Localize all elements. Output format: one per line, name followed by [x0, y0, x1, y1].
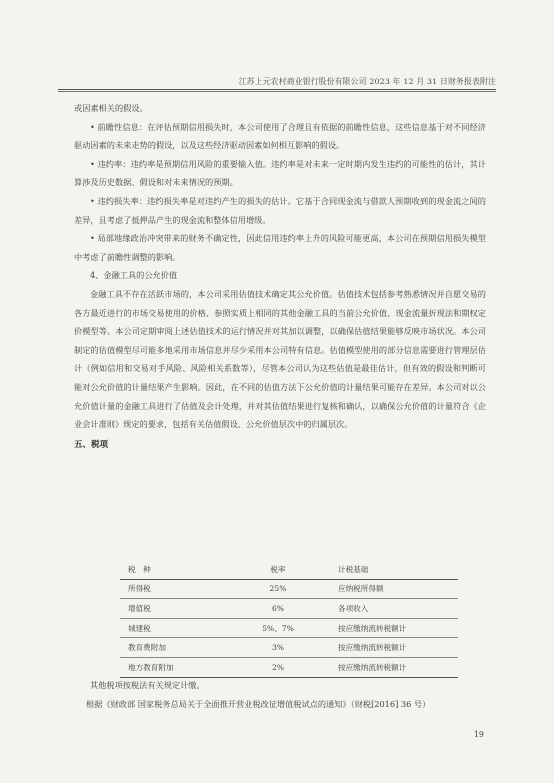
- paragraph: • 违约损失率：违约损失率是对违约产生的损失的估计。它基于合同现金流与借款人预期收到的现金流之间的差异，且考虑了抵押品产生的现金流和整体信用增级。: [74, 195, 486, 225]
- table-cell: 地方教育附加: [120, 657, 218, 677]
- table-row: [120, 618, 458, 638]
- paragraph: 金融工具不存在活跃市场的，本公司采用估值技术确定其公允价值。估值技术包括参考熟悉情况并自愿交易的各方最近进行的市场交易使用的价格、参照实质上相同的其他金融工具的当前公允价值、现金流量折现法和期权定价模型等。本公司定期审阅上述估值技术的运行情况并对其加以调整，以确保估值结果能够反映市场状况。本公司制定的估值模型尽可能多地采用市场信息并尽少采用本公司特有信息。估值模型使用的部分信息需要进行管理层估计（例如信用和交易对手风险、风险相关系数等），尽管本公司认为这些估值是最佳估计，但有效的假设和判断可能对公允价值的计量结果产生影响。因此，在不同的估值方法下公允价值的计量结果可能存在差异。本公司对以公允价值计量的金融工具进行了估值及会计处理，并对其估值结果进行复核和确认，以确保公允价值的计量符合《企业会计准则》规定的要求，包括有关估值假设、公允价值层次中的归属层次。: [74, 288, 486, 430]
- table-header-cell: 税率: [218, 560, 338, 579]
- running-header: 江苏上元农村商业银行股份有限公司 2023 年 12 月 31 日财务报表附注: [238, 77, 496, 86]
- after-table-text: [74, 676, 494, 695]
- table-cell: 教育费附加: [120, 638, 218, 658]
- table-cell: 25%: [218, 579, 338, 599]
- after-table-text: [86, 695, 506, 714]
- table-cell: 各项收入: [338, 599, 458, 619]
- table-cell: 按应缴纳流转税额计: [338, 638, 458, 658]
- section-heading: 五、税项: [74, 439, 109, 450]
- subsection-heading: 4、金融工具的公允价值: [90, 270, 178, 281]
- table-cell: 城建税: [120, 618, 218, 638]
- body-text: [74, 99, 486, 453]
- table-row: [120, 579, 458, 599]
- table-row: [120, 657, 458, 677]
- paragraph: • 前瞻性信息：在评估预期信用损失时，本公司使用了合理且有依据的前瞻性信息，这些信息基于对不同经济驱动因素的未来走势的假设，以及这些经济驱动因素如何相互影响的假设。: [74, 121, 486, 151]
- paragraph: 或因素相关的假设。: [74, 103, 148, 113]
- table-row: [120, 638, 458, 658]
- table-cell: 增值税: [120, 599, 218, 619]
- table-cell: 按应缴纳流转税额计: [338, 657, 458, 677]
- table-header-cell: 税 种: [120, 560, 218, 579]
- paragraph: • 违约率：违约率是预期信用风险的重要输入值。违约率是对未来一定时期内发生违约的可能性的估计，其计算涉及历史数据、假设和对未来情况的预期。: [74, 158, 486, 188]
- header-rule-thin: [58, 91, 496, 92]
- header-rule: [58, 89, 496, 90]
- table-cell: 按应缴纳流转税额计: [338, 618, 458, 638]
- table-cell: 所得税: [120, 579, 218, 599]
- table-header-cell: 计税基础: [338, 560, 458, 579]
- table-cell: 2%: [218, 657, 338, 677]
- table-row: [120, 599, 458, 619]
- table-cell: 5%、7%: [218, 618, 338, 638]
- paragraph: 其他税项按税法有关规定计缴。: [90, 680, 205, 690]
- table-cell: 3%: [218, 638, 338, 658]
- table-cell: 应纳税所得额: [338, 579, 458, 599]
- paragraph: • 局部地缘政治冲突带来的财务不确定性，因此信用违约率上升的风险可能更高，本公司在预期信用损失模型中考虑了前瞻性调整的影响。: [74, 233, 486, 262]
- page-number: 19: [473, 730, 484, 739]
- table-header-row: [120, 560, 458, 579]
- paragraph: 根据《财政部 国家税务总局关于全面推开营业税改征增值税试点的通知》（财税[2016] 36 号）: [86, 699, 431, 709]
- table-cell: 6%: [218, 599, 338, 619]
- tax-table: [120, 560, 458, 678]
